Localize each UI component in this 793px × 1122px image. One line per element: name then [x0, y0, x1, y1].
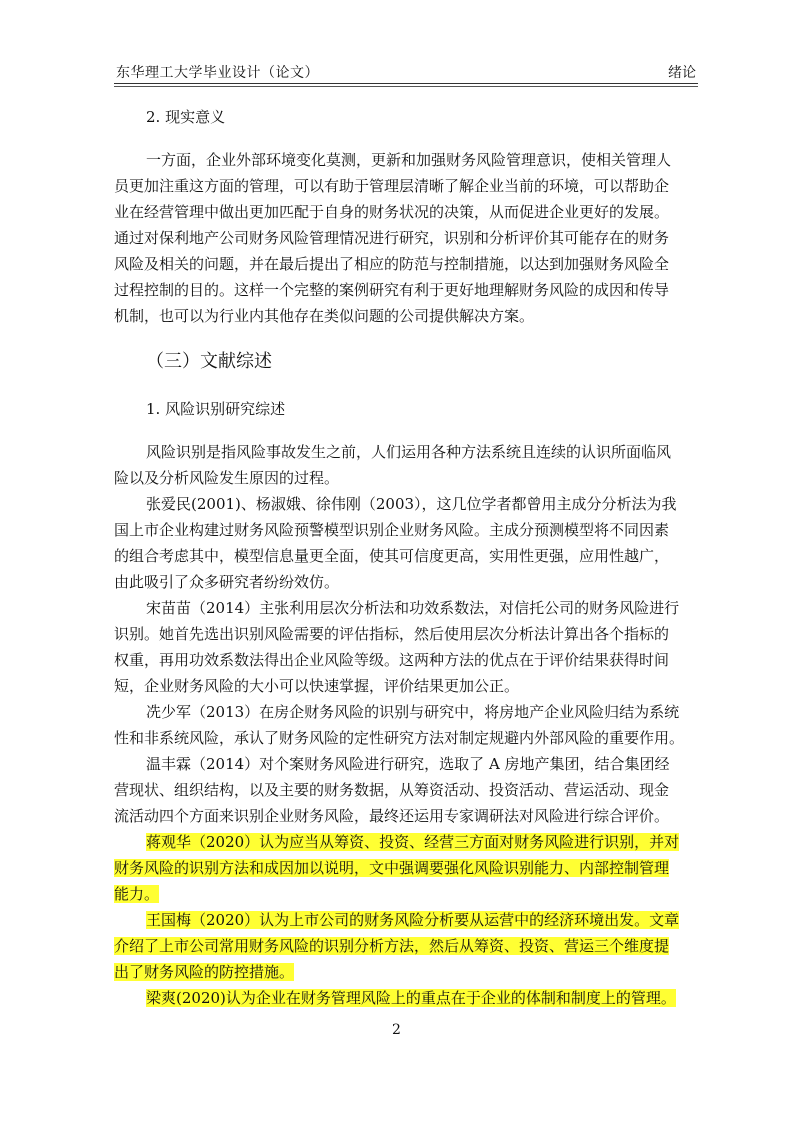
header-rule: [114, 83, 698, 84]
highlighted-line: [146, 985, 676, 1011]
highlight: 财务风险的识别方法和成因加以说明，文中强调要强化风险识别能力、内部控制管理: [114, 859, 670, 877]
highlight: 出了财务风险的防控措施。: [114, 963, 295, 981]
paragraph-line: 由此吸引了众多研究者纷纷效仿。: [114, 573, 340, 591]
paragraph-line: 国上市企业构建过财务风险预警模型识别企业财务风险。主成分预测模型将不同因素: [114, 521, 670, 539]
highlight: 梁爽(2020)认为企业在财务管理风险上的重点在于企业的体制和制度上的管理。: [146, 989, 676, 1007]
page-number: 2: [392, 1022, 401, 1038]
header-thesis-title: 东华理工大学毕业设计（论文）: [116, 65, 319, 81]
highlighted-line: [114, 855, 669, 881]
highlighted-line: [114, 959, 294, 985]
paragraph-line: 张爱民(2001)、杨淑娥、徐伟刚（2003），这几位学者都曾用主成分分析法为我: [146, 495, 677, 513]
paragraph-line: 冼少军（2013）在房企财务风险的识别与研究中，将房地产企业风险归结为系统: [146, 703, 680, 721]
paragraph-line: 温丰霖（2014）对个案财务风险进行研究，选取了 A 房地产集团，结合集团经: [146, 755, 670, 773]
paragraph-line: 风险识别是指风险事故发生之前，人们运用各种方法系统且连续的认识所面临风: [146, 443, 672, 461]
header-rule-thin: [114, 86, 698, 87]
paragraph-line: 机制，也可以为行业内其他存在类似问题的公司提供解决方案。: [114, 307, 535, 325]
paragraph-line: 险以及分析风险发生原因的过程。: [114, 469, 340, 487]
section-title: （三）文献综述: [146, 351, 272, 372]
paragraph-line: 业在经营管理中做出更加匹配于自身的财务状况的决策，从而促进企业更好的发展。: [114, 203, 670, 221]
paragraph-line: 风险及相关的问题，并在最后提出了相应的防范与控制措施，以达到加强财务风险全: [114, 255, 670, 273]
paragraph-line: 通过对保利地产公司财务风险管理情况进行研究，识别和分析评价其可能存在的财务: [114, 229, 670, 247]
paragraph-line: 过程控制的目的。这样一个完整的案例研究有利于更好地理解财务风险的成因和传导: [114, 281, 670, 299]
paragraph-line: 员更加注重这方面的管理，可以有助于管理层清晰了解企业当前的环境，可以帮助企: [114, 177, 670, 195]
paragraph-line: 营现状、组织结构，以及主要的财务数据，从筹资活动、投资活动、营运活动、现金: [114, 781, 670, 799]
highlight: 能力。: [114, 885, 160, 903]
highlighted-line: [146, 907, 679, 933]
header-chapter: 绪论: [668, 65, 696, 81]
paragraph-line: 一方面，企业外部环境变化莫测，更新和加强财务风险管理意识，使相关管理人: [146, 151, 672, 169]
paragraph-line: 短，企业财务风险的大小可以快速掌握，评价结果更加公正。: [114, 677, 520, 695]
paragraph-line: 性和非系统风险，承认了财务风险的定性研究方法对制定规避内外部风险的重要作用。: [114, 729, 685, 747]
highlighted-line: [114, 881, 159, 907]
highlight: 介绍了上市公司常用财务风险的识别分析方法，然后从筹资、投资、营运三个维度提: [114, 937, 670, 955]
paragraph-line: 权重，再用功效系数法得出企业风险等级。这两种方法的优点在于评价结果获得时间: [114, 651, 670, 669]
highlighted-line: [114, 933, 669, 959]
paragraph-line: 宋苗苗（2014）主张利用层次分析法和功效系数法，对信托公司的财务风险进行: [146, 599, 680, 617]
subheading-risk-identification: 1. 风险识别研究综述: [146, 400, 286, 418]
paragraph-line: 识别。她首先选出识别风险需要的评估指标，然后使用层次分析法计算出各个指标的: [114, 625, 670, 643]
highlight: 王国梅（2020）认为上市公司的财务风险分析要从运营中的经济环境出发。文章: [146, 911, 680, 929]
paragraph-line: 流活动四个方面来识别企业财务风险，最终还运用专家调研法对风险进行综合评价。: [114, 807, 670, 825]
subheading-practical-significance: 2. 现实意义: [146, 108, 226, 126]
highlight: 蒋观华（2020）认为应当从筹资、投资、经营三方面对财务风险进行识别，并对: [146, 833, 680, 851]
highlighted-line: [146, 829, 679, 855]
page-header: [114, 58, 698, 84]
paragraph-line: 的组合考虑其中，模型信息量更全面，使其可信度更高，实用性更强，应用性越广，: [114, 547, 670, 565]
